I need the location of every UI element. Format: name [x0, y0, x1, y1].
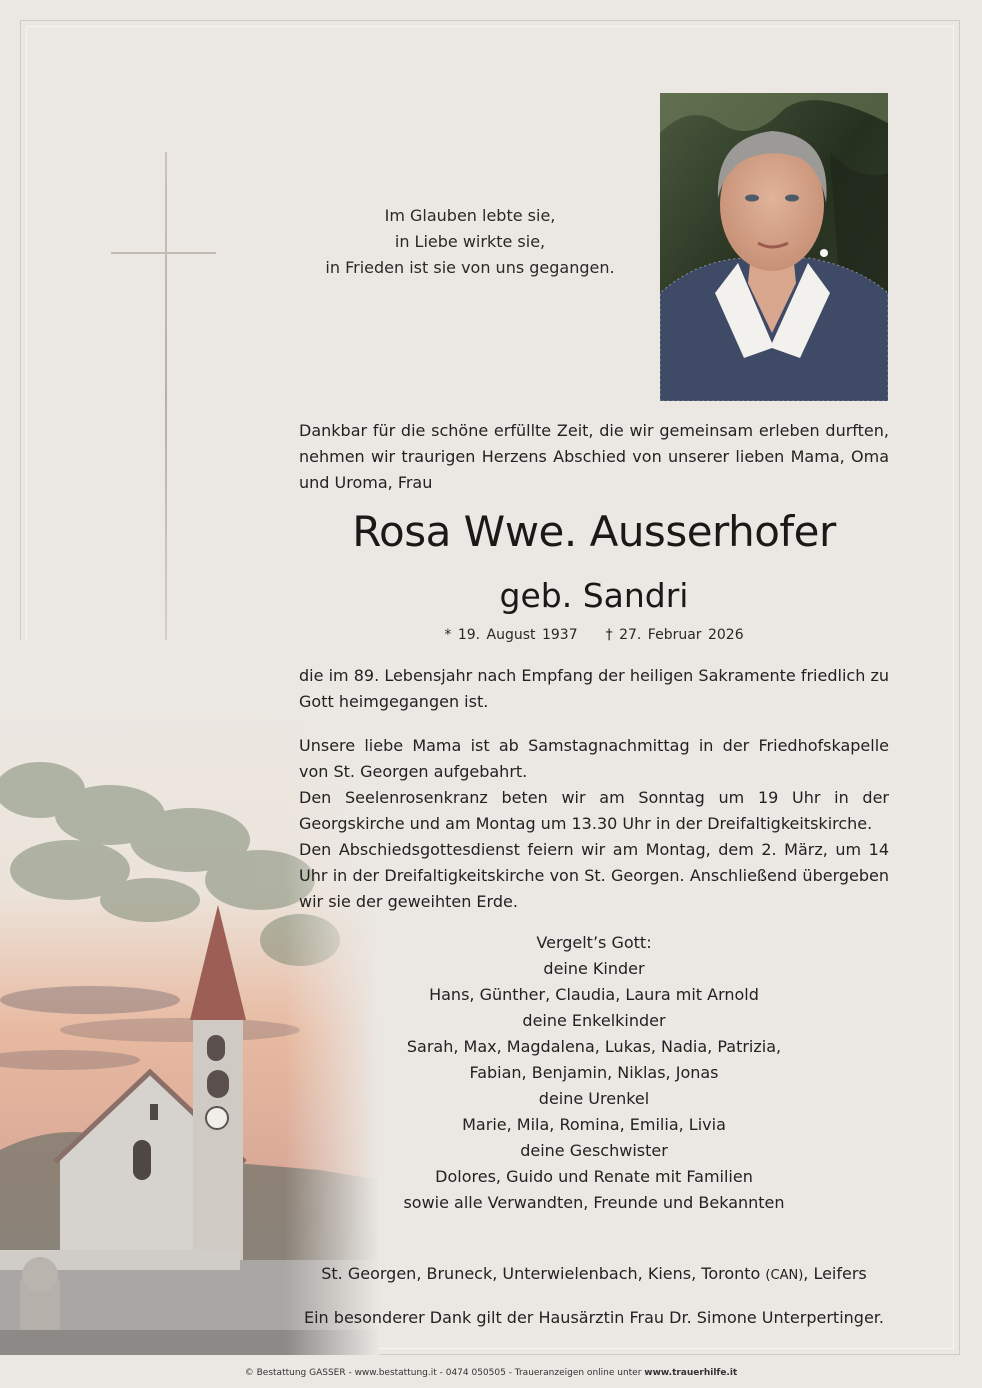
- thanks-heading: Vergelt’s Gott:: [536, 933, 652, 952]
- places-country: (CAN): [765, 1268, 804, 1283]
- passing-text: die im 89. Lebensjahr nach Empfang der heiligen Sakramente friedlich zu Gott heimgegangen ist.: [299, 666, 889, 711]
- life-dates: [299, 627, 889, 643]
- thanks-names: Fabian, Benjamin, Niklas, Jonas: [469, 1063, 719, 1082]
- poem: [290, 203, 650, 281]
- death-date: † 27. Februar 2026: [605, 627, 744, 643]
- cross-horizontal: [111, 252, 216, 254]
- thanks-closing: sowie alle Verwandten, Freunde und Bekannten: [403, 1193, 785, 1212]
- places-line: [299, 1264, 889, 1283]
- funeral-paragraph: Den Abschiedsgottesdienst feiern wir am Montag, dem 2. März, um 14 Uhr in der Dreifaltigkeitskirche von St. Georgen. Anschließend übergeben wir sie der geweihten Erde.: [299, 840, 889, 911]
- poem-line: Im Glauben lebte sie,: [384, 206, 556, 225]
- thanks-names: Dolores, Guido und Renate mit Familien: [435, 1167, 753, 1186]
- places-last: , Leifers: [803, 1264, 867, 1283]
- poem-line: in Frieden ist sie von uns gegangen.: [325, 258, 615, 277]
- portrait-photo: [660, 93, 888, 401]
- details-block: [299, 733, 889, 915]
- thanks-group-label: deine Enkelkinder: [522, 1011, 666, 1030]
- thanks-group-label: deine Urenkel: [538, 1089, 650, 1108]
- thanks-group-label: deine Kinder: [543, 959, 645, 978]
- thanks-names: Sarah, Max, Magdalena, Lukas, Nadia, Patrizia,: [406, 1037, 782, 1056]
- special-thanks: Ein besonderer Dank gilt der Hausärztin Frau Dr. Simone Unterpertinger.: [304, 1308, 884, 1327]
- thanks-list: [299, 930, 889, 1216]
- places-main: St. Georgen, Bruneck, Unterwielenbach, Kiens, Toronto: [321, 1264, 761, 1283]
- cross-vertical: [165, 152, 167, 647]
- thanks-names: Hans, Günther, Claudia, Laura mit Arnold: [429, 985, 759, 1004]
- maiden-name: geb. Sandri: [499, 576, 689, 615]
- thanks-group-label: deine Geschwister: [520, 1141, 668, 1160]
- footer-text: © Bestattung GASSER - www.bestattung.it - 0474 050505 - Traueranzeigen online unter: [244, 1368, 645, 1378]
- intro-text: Dankbar für die schöne erfüllte Zeit, die wir gemeinsam erleben durften, nehmen wir traurigen Herzens Abschied von unserer lieben Mama, Oma und Uroma, Frau: [299, 421, 889, 492]
- portrait-illustration: [660, 93, 888, 401]
- poem-line: in Liebe wirkte sie,: [394, 232, 546, 251]
- thanks-names: Marie, Mila, Romina, Emilia, Livia: [462, 1115, 726, 1134]
- footer: [0, 1368, 982, 1378]
- rosary-paragraph: Den Seelenrosenkranz beten wir am Sonntag um 19 Uhr in der Georgskirche und am Montag um 13.30 Uhr in der Dreifaltigkeitskirche.: [299, 788, 889, 833]
- deceased-name: Rosa Wwe. Ausserhofer: [352, 507, 836, 556]
- viewing-paragraph: Unsere liebe Mama ist ab Samstagnachmittag in der Friedhofskapelle von St. Georgen aufgebahrt.: [299, 736, 889, 781]
- birth-date: * 19. August 1937: [444, 627, 578, 643]
- footer-link[interactable]: www.trauerhilfe.it: [644, 1368, 738, 1378]
